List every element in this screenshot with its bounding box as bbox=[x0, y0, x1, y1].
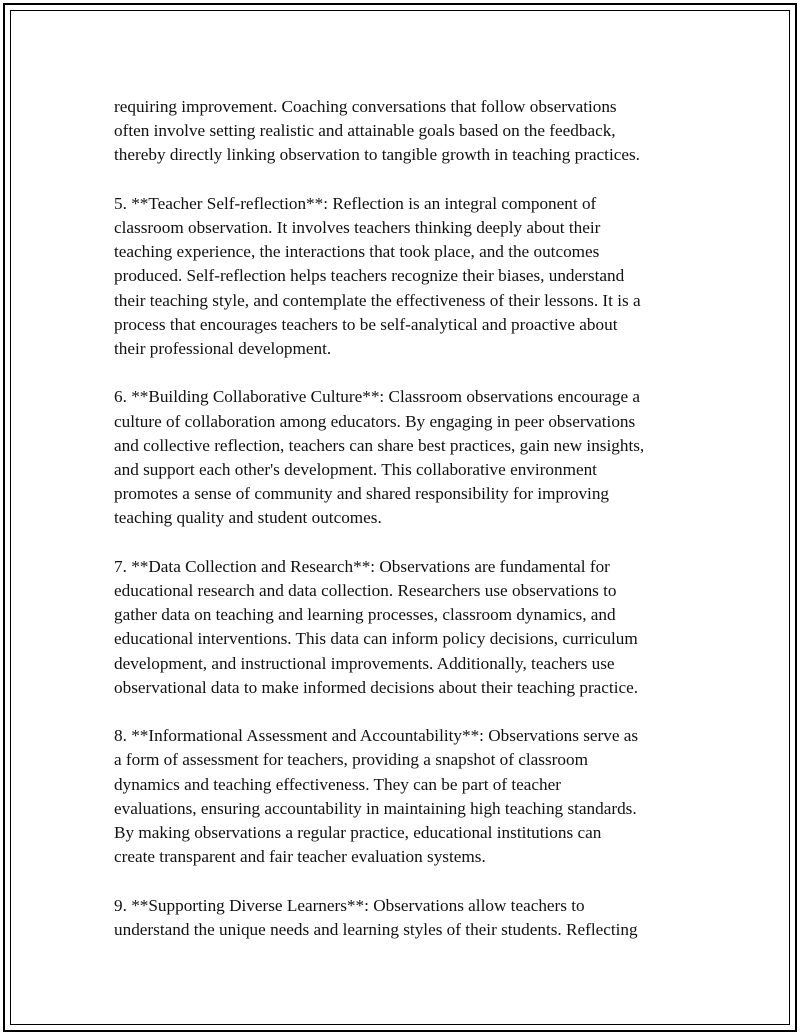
text-line: teaching quality and student outcomes. bbox=[114, 508, 382, 528]
text-line: observational data to make informed decisions about their teaching practice. bbox=[114, 677, 639, 697]
text-line: and collective reflection, teachers can share best practices, gain new insights, bbox=[114, 435, 645, 455]
paragraph-collaborative-culture bbox=[114, 385, 689, 530]
text-line: understand the unique needs and learning styles of their students. Reflecting bbox=[114, 919, 638, 939]
paragraph-data-collection-research bbox=[114, 555, 689, 700]
text-line: educational research and data collection. Researchers use observations to bbox=[114, 581, 617, 601]
text-line: process that encourages teachers to be self-analytical and proactive about bbox=[114, 314, 618, 334]
text-line: development, and instructional improvements. Additionally, teachers use bbox=[114, 653, 615, 673]
document-page bbox=[3, 3, 797, 1032]
text-line: evaluations, ensuring accountability in maintaining high teaching standards. bbox=[114, 798, 637, 818]
text-line: classroom observation. It involves teachers thinking deeply about their bbox=[114, 218, 601, 237]
text-line: teaching experience, the interactions that took place, and the outcomes bbox=[114, 242, 600, 262]
text-line: 8. **Informational Assessment and Accountability**: Observations serve as bbox=[114, 726, 639, 746]
paragraph-teacher-self-reflection bbox=[114, 192, 689, 361]
text-line: dynamics and teaching effectiveness. They can be part of teacher bbox=[114, 774, 561, 794]
paragraph-coaching-continuation bbox=[114, 95, 689, 168]
text-line: culture of collaboration among educators. By engaging in peer observations bbox=[114, 411, 636, 431]
text-line: thereby directly linking observation to tangible growth in teaching practices. bbox=[114, 145, 640, 165]
text-line: requiring improvement. Coaching conversations that follow observations bbox=[114, 97, 617, 116]
text-line: their teaching style, and contemplate the effectiveness of their lessons. It is a bbox=[114, 290, 641, 310]
text-line: 6. **Building Collaborative Culture**: Classroom observations encourage a bbox=[114, 387, 641, 407]
text-line: 7. **Data Collection and Research**: Observations are fundamental for bbox=[114, 556, 610, 576]
text-line: promotes a sense of community and shared responsibility for improving bbox=[114, 484, 610, 504]
text-line: create transparent and fair teacher evaluation systems. bbox=[114, 847, 486, 867]
paragraph-assessment-accountability bbox=[114, 724, 689, 869]
paragraph-diverse-learners bbox=[114, 894, 689, 942]
text-line: gather data on teaching and learning processes, classroom dynamics, and bbox=[114, 605, 616, 625]
text-line: their professional development. bbox=[114, 339, 332, 359]
text-line: often involve setting realistic and attainable goals based on the feedback, bbox=[114, 121, 616, 141]
text-line: produced. Self-reflection helps teachers recognize their biases, understand bbox=[114, 266, 625, 286]
text-line: 5. **Teacher Self-reflection**: Reflection is an integral component of bbox=[114, 193, 597, 213]
text-line: a form of assessment for teachers, providing a snapshot of classroom bbox=[114, 750, 588, 770]
text-line: By making observations a regular practice, educational institutions can bbox=[114, 823, 602, 843]
text-line: and support each other's development. This collaborative environment bbox=[114, 460, 597, 480]
document-body bbox=[114, 95, 689, 966]
text-line: educational interventions. This data can inform policy decisions, curriculum bbox=[114, 629, 638, 649]
text-line: 9. **Supporting Diverse Learners**: Observations allow teachers to bbox=[114, 895, 585, 915]
